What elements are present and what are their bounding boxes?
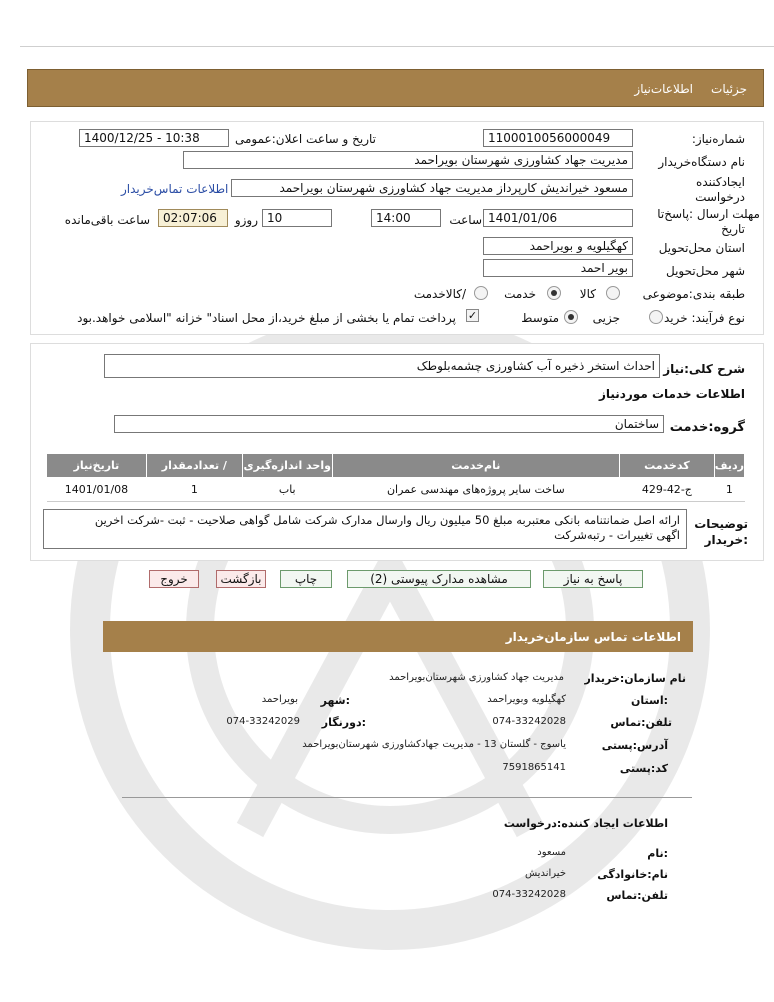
contact-org-label: نام سازمان:خریدار xyxy=(584,672,686,685)
buyer-contact-link[interactable]: اطلاعات تماس‌خریدار xyxy=(121,182,229,196)
general-description-label: شرح کلی:نیاز xyxy=(663,362,745,376)
treasury-payment-note: پرداخت تمام یا بخشی از مبلغ خرید،از محل اسناد" خزانه "اسلامی خواهد.بود xyxy=(77,311,456,325)
tab-need-info[interactable]: اطلاعات‌نیاز xyxy=(634,82,693,96)
deadline-label-2: تاریخ xyxy=(721,222,745,236)
service-group-label: گروه:خدمت xyxy=(669,420,745,435)
contact-province-value: کهگیلویه وبویراحمد xyxy=(487,694,566,705)
need-number-field: 1100010056000049 xyxy=(483,129,633,147)
creator-name-label: :نام xyxy=(647,847,668,860)
contact-address-label: آدرس:پستی xyxy=(601,739,668,752)
process-partial-radio[interactable] xyxy=(649,310,663,324)
remaining-time-label: ساعت باقی‌مانده xyxy=(64,213,150,227)
category-goods-service-label: /کالاخدمت xyxy=(413,287,466,301)
deadline-date-field: 1401/01/06 xyxy=(483,209,633,227)
category-goods-service-radio[interactable] xyxy=(474,286,488,300)
col-need-date: تاریخ‌نیاز xyxy=(47,454,147,478)
contact-fax-value: 074-33242029 xyxy=(226,716,300,727)
deadline-time-label: ساعت xyxy=(449,213,482,227)
services-info-title: اطلاعات خدمات موردنیاز xyxy=(598,387,745,401)
remaining-days-field: 10 xyxy=(262,209,332,227)
announce-date-field: 1400/12/25 - 10:38 xyxy=(79,129,229,147)
buyer-notes-label-1: توضیحات xyxy=(694,517,748,531)
process-medium-label: متوسط xyxy=(521,311,559,325)
header-bar xyxy=(27,69,764,107)
delivery-province-field: کهگیلویه و بویراحمد xyxy=(483,237,633,255)
buyer-org-label: نام دستگاه‌خریدار xyxy=(658,155,745,169)
contact-postal-value: 7591865141 xyxy=(502,762,566,773)
buyer-notes-box xyxy=(43,509,687,549)
buyer-contact-title-bar xyxy=(103,621,693,652)
exit-button[interactable]: خروج xyxy=(149,570,199,588)
contact-separator xyxy=(122,797,692,798)
creator-label-1: ایجادکننده xyxy=(696,175,745,189)
contact-postal-label: کد:پستی xyxy=(619,762,668,775)
col-quantity: / تعدادمقدار xyxy=(146,454,242,478)
category-service-label: خدمت xyxy=(504,287,536,301)
process-partial-label: جزیی xyxy=(592,311,620,325)
contact-org-value: مدیریت جهاد کشاورزی شهرستان‌بویراحمد xyxy=(389,672,564,683)
process-medium-radio[interactable] xyxy=(564,310,578,324)
contact-fax-label: :دورنگار xyxy=(321,716,366,729)
tab-details[interactable]: جزئیات xyxy=(711,82,747,96)
table-row xyxy=(47,478,745,502)
creator-info-title: اطلاعات ایجاد کننده:درخواست xyxy=(503,817,668,830)
buyer-notes-label-2: :خریدار xyxy=(704,533,748,547)
col-service-name: نام‌خدمت xyxy=(332,454,619,478)
contact-city-value: بویراحمد xyxy=(261,694,298,705)
reply-button[interactable]: پاسخ به نیاز xyxy=(543,570,643,588)
cell-quantity: 1 xyxy=(146,478,242,502)
contact-phone-label: تلفن:تماس xyxy=(610,716,672,729)
back-button[interactable]: بازگشت xyxy=(216,570,266,588)
creator-field: مسعود خیراندیش کارپرداز مدیریت جهاد کشاورزی شهرستان بویراحمد xyxy=(231,179,633,197)
cell-row: 1 xyxy=(714,478,744,502)
creator-phone-label: تلفن:تماس xyxy=(606,889,668,902)
print-button[interactable]: چاپ xyxy=(280,570,332,588)
creator-family-value: خیراندیش xyxy=(524,868,566,879)
buyer-notes-line-2: اگهی تغییرات - رتبه‌شرکت xyxy=(554,528,680,542)
treasury-payment-checkbox[interactable]: ✓ xyxy=(467,309,478,322)
buyer-contact-title: اطلاعات تماس سازمان‌خریدار xyxy=(505,630,681,644)
creator-phone-value: 074-33242028 xyxy=(492,889,566,900)
creator-name-value: مسعود xyxy=(537,847,566,858)
general-description-field: احداث استخر ذخیره آب کشاورزی چشمه‌بلوطک xyxy=(104,354,660,378)
contact-phone-value: 074-33242028 xyxy=(492,716,566,727)
announce-date-label: تاریخ و ساعت اعلان:عمومی xyxy=(234,132,376,146)
buyer-notes-line-1: ارائه اصل ضمانتنامه بانکی معتبربه مبلغ 50 میلیون ریال وارسال مدارک شرکت شامل گواهی صلاحیت - ثبت -شرکت اخرین xyxy=(94,513,680,527)
category-goods-radio[interactable] xyxy=(606,286,620,300)
remaining-time-field: 02:07:06 xyxy=(158,209,228,227)
cell-need-date: 1401/01/08 xyxy=(47,478,147,502)
contact-address-value: یاسوج - گلستان 13 - مدیریت جهادکشاورزی شهرستان‌بویراحمد xyxy=(302,739,566,750)
deadline-label-1: مهلت ارسال :پاسخ‌تا xyxy=(657,207,760,221)
services-table xyxy=(46,453,745,502)
contact-city-label: :شهر xyxy=(320,694,350,707)
buyer-org-field: مدیریت جهاد کشاورزی شهرستان بویراحمد xyxy=(183,151,633,169)
top-divider xyxy=(20,46,774,47)
creator-family-label: نام:خانوادگی xyxy=(597,868,668,881)
creator-label-2: درخواست xyxy=(695,190,745,204)
delivery-city-field: بویر احمد xyxy=(483,259,633,277)
cell-service-name: ساخت سایر پروژه‌های مهندسی عمران xyxy=(332,478,619,502)
days-label: روزو xyxy=(234,213,258,227)
cell-unit: باب xyxy=(242,478,332,502)
col-unit: واحد اندازه‌گیری xyxy=(242,454,332,478)
category-service-radio[interactable] xyxy=(547,286,561,300)
cell-service-code: ج-42-429 xyxy=(619,478,714,502)
category-label: طبقه بندی:موضوعی xyxy=(642,287,745,301)
deadline-time-field: 14:00 xyxy=(371,209,441,227)
contact-province-label: :استان xyxy=(631,694,668,707)
delivery-city-label: شهر محل‌تحویل xyxy=(666,264,745,278)
need-number-label: شماره‌نیاز: xyxy=(691,132,745,146)
col-service-code: کدخدمت xyxy=(619,454,714,478)
category-goods-label: کالا xyxy=(579,287,596,301)
service-group-field: ساختمان xyxy=(114,415,664,433)
view-attachments-button[interactable]: مشاهده مدارک پیوستی (2) xyxy=(347,570,531,588)
col-row: ردیف xyxy=(714,454,744,478)
delivery-province-label: استان محل‌تحویل xyxy=(658,241,745,255)
process-type-label: نوع فرآیند: خرید xyxy=(664,311,745,325)
